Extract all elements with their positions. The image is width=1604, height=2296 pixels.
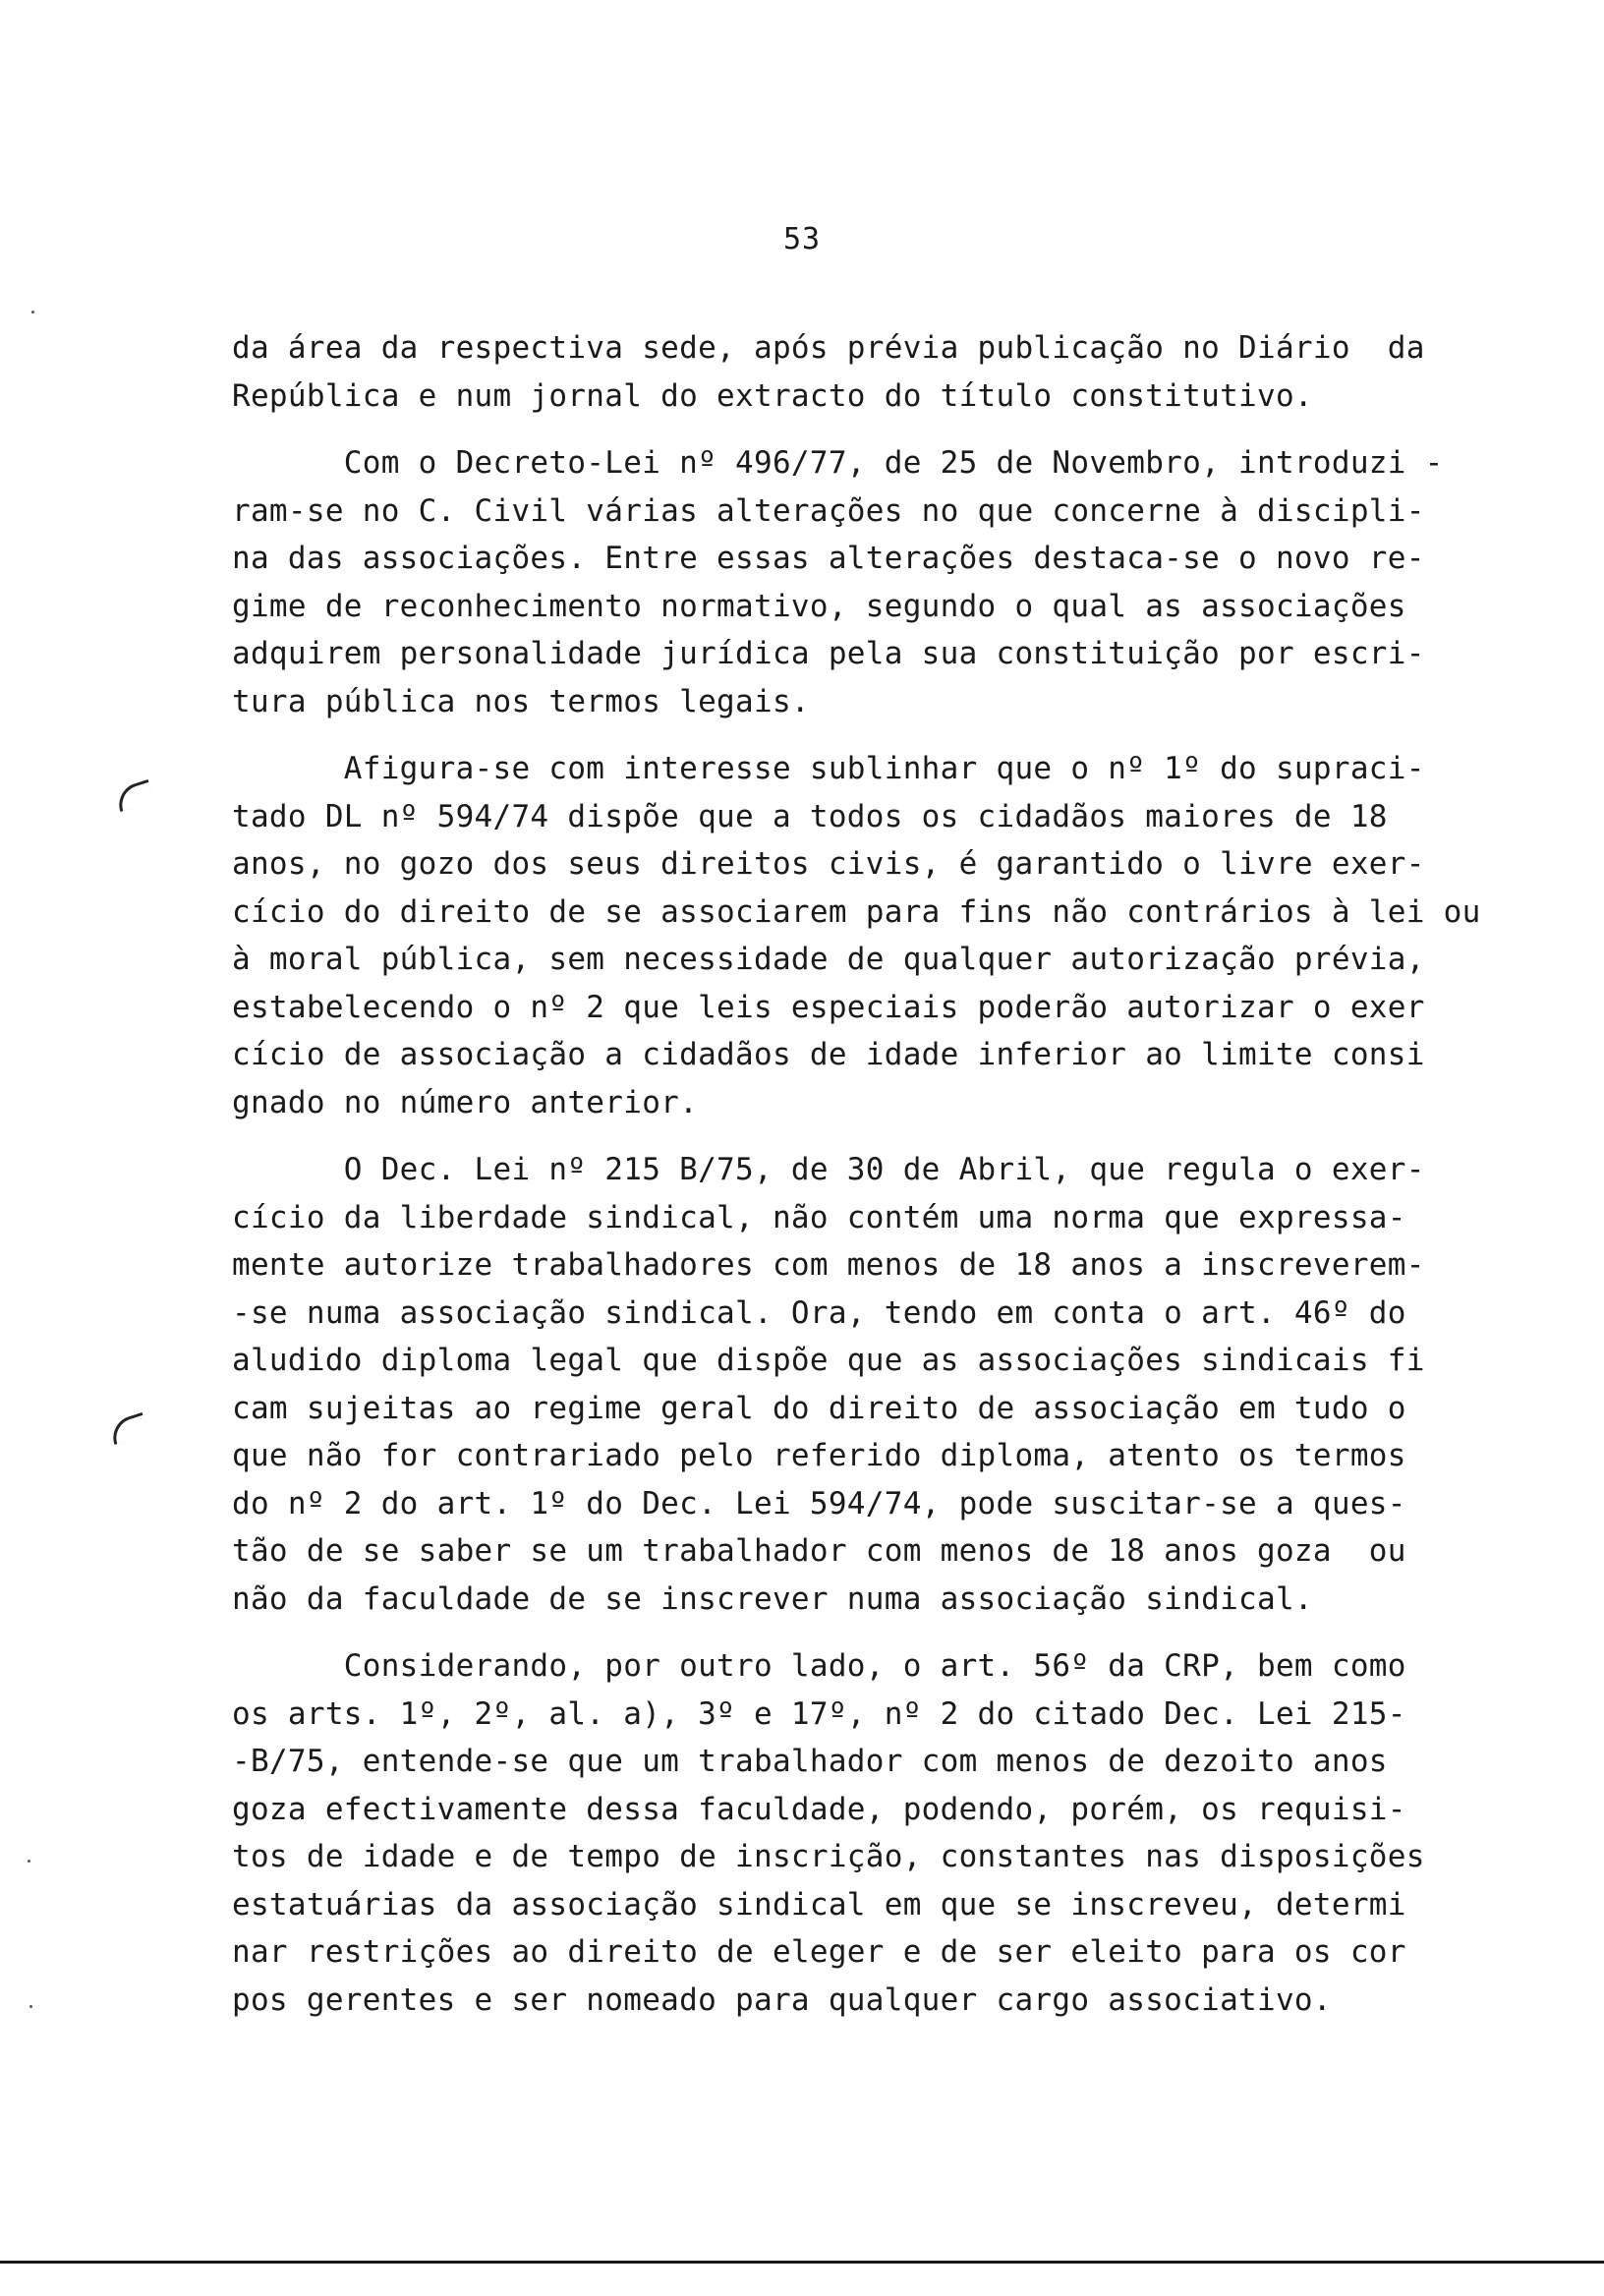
text-line: gnado no número anterior. [232, 1084, 699, 1120]
text-line: cício de associação a cidadãos de idade inferior ao limite consi [232, 1037, 1425, 1072]
text-line: estabelecendo o nº 2 que leis especiais poderão autorizar o exer [232, 989, 1425, 1025]
text-line: -B/75, entende-se que um trabalhador com menos de dezoito anos [232, 1744, 1388, 1779]
page-number: 53 [782, 222, 822, 257]
text-line: do nº 2 do art. 1º do Dec. Lei 594/74, pode suscitar-se a ques- [232, 1485, 1406, 1521]
text-line: que não for contrariado pelo referido diploma, atento os termos [232, 1438, 1406, 1473]
text-line: na das associações. Entre essas alterações destaca-se o novo re- [232, 541, 1425, 576]
scan-speck [31, 311, 34, 314]
text-line: tado DL nº 594/74 dispõe que a todos os cidadãos maiores de 18 [232, 798, 1388, 834]
text-line: goza efectivamente dessa faculdade, podendo, porém, os requisi- [232, 1791, 1406, 1827]
text-line: cício da liberdade sindical, não contém uma norma que expressa- [232, 1199, 1406, 1235]
text-line: da área da respectiva sede, após prévia publicação no Diário da [232, 330, 1425, 366]
paragraph-1 [232, 324, 1480, 420]
text-line: cício do direito de se associarem para fins não contrários à lei ou [232, 893, 1481, 930]
text-line: Com o Decreto-Lei nº 496/77, de 25 de Novembro, introduzi - [232, 445, 1444, 481]
margin-mark [107, 1412, 148, 1445]
paragraph-5 [232, 1642, 1480, 2024]
text-line: tos de idade e de tempo de inscrição, constantes nas disposições [232, 1839, 1425, 1874]
text-line: gime de reconhecimento normativo, segundo o qual as associações [232, 588, 1406, 624]
bottom-rule [0, 2261, 1604, 2264]
text-line: os arts. 1º, 2º, al. a), 3º e 17º, nº 2 do citado Dec. Lei 215- [232, 1695, 1406, 1732]
text-line: pos gerentes e ser nomeado para qualquer cargo associativo. [232, 1981, 1332, 2018]
paragraph-4 [232, 1146, 1480, 1623]
scan-speck [29, 2005, 32, 2008]
text-line: ram-se no C. Civil várias alterações no que concerne à discipli- [232, 492, 1425, 529]
text-line: -se numa associação sindical. Ora, tendo em conta o art. 46º do [232, 1294, 1406, 1331]
text-line: não da faculdade de se inscrever numa associação sindical. [232, 1580, 1313, 1617]
body-text [232, 324, 1480, 2043]
text-line: República e num jornal do extracto do título constitutivo. [232, 377, 1313, 414]
scan-speck [28, 1860, 30, 1863]
text-line: aludido diploma legal que dispõe que as associações sindicais fi [232, 1343, 1425, 1378]
margin-mark [113, 779, 154, 812]
paragraph-3 [232, 745, 1480, 1126]
text-line: O Dec. Lei nº 215 B/75, de 30 de Abril, que regula o exer- [232, 1152, 1425, 1187]
text-line: tura pública nos termos legais. [232, 683, 810, 719]
text-line: Considerando, por outro lado, o art. 56º da CRP, bem como [232, 1648, 1406, 1684]
text-line: adquirem personalidade jurídica pela sua constituição por escri- [232, 636, 1425, 671]
text-line: cam sujeitas ao regime geral do direito de associação em tudo o [232, 1390, 1406, 1426]
paragraph-2 [232, 439, 1480, 725]
text-line: nar restrições ao direito de eleger e de ser eleito para os cor [232, 1934, 1406, 1970]
text-line: Afigura-se com interesse sublinhar que o nº 1º do supraci- [232, 751, 1425, 786]
text-line: estatuárias da associação sindical em que se inscreveu, determi [232, 1886, 1406, 1923]
text-line: tão de se saber se um trabalhador com menos de 18 anos goza ou [232, 1533, 1406, 1569]
text-line: anos, no gozo dos seus direitos civis, é garantido o livre exer- [232, 846, 1425, 882]
text-line: à moral pública, sem necessidade de qualquer autorização prévia, [232, 942, 1425, 977]
text-line: mente autorize trabalhadores com menos de 18 anos a inscreverem- [232, 1247, 1425, 1283]
